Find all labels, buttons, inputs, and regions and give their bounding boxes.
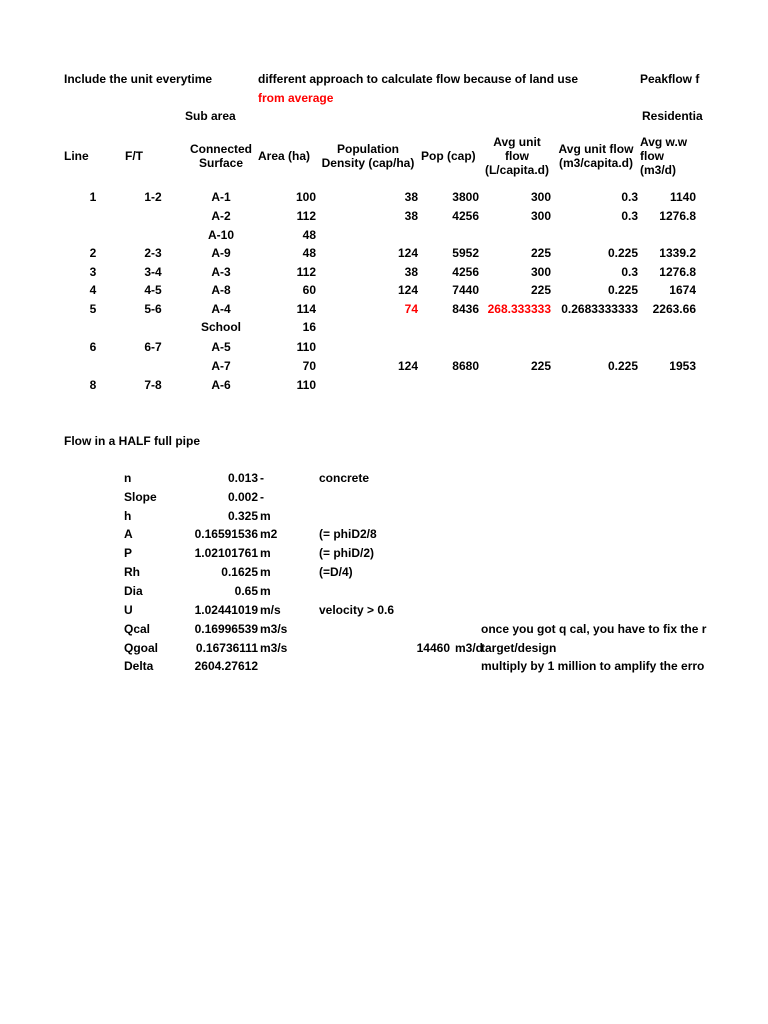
table-cell-area: 114	[296, 302, 316, 316]
approach-note: different approach to calculate flow because of land use	[258, 72, 579, 86]
pipe-value: 0.013	[227, 471, 258, 485]
sub-area-label: Sub area	[185, 109, 236, 123]
pipe-value: 0.16736111	[195, 641, 258, 655]
pipe-label: P	[124, 546, 133, 560]
table-cell-ww: 2263.66	[652, 302, 696, 316]
pipe-unit: -	[260, 490, 264, 504]
residential-label: Residentia	[642, 109, 703, 123]
table-cell-line: 4	[89, 283, 97, 297]
pipe-note: (= phiD/2)	[319, 546, 375, 560]
table-cell-unit: 225	[530, 359, 551, 373]
pipe-unit: m	[260, 584, 271, 598]
table-cell-line: 8	[89, 378, 97, 392]
pipe-unit: m	[260, 509, 271, 523]
table-cell-unit_m3: 0.2683333333	[561, 302, 638, 316]
pipe-value: 1.02441019	[194, 603, 258, 617]
pipe-unit: -	[260, 471, 264, 485]
header-avg-unit-flow: Avg unit flow (L/capita.d)	[484, 135, 549, 177]
from-average-note: from average	[258, 91, 334, 105]
pipe-label: Slope	[124, 490, 157, 504]
pipe-unit: m3/s	[260, 622, 288, 636]
pipe-label: A	[124, 527, 133, 541]
table-cell-ww: 1953	[669, 359, 696, 373]
table-cell-area: 100	[295, 190, 316, 204]
pipe-note: (= phiD2/8	[319, 527, 377, 541]
table-cell-unit_m3: 0.225	[607, 246, 638, 260]
pipe-label: Delta	[124, 659, 154, 673]
header-avg-ww-flow: Avg w.w flow (m3/d)	[640, 135, 688, 177]
pipe-unit: m2	[260, 527, 278, 541]
table-cell-surface: A-10	[207, 228, 234, 242]
table-cell-area: 112	[296, 209, 316, 223]
pipe-value: 0.002	[227, 490, 258, 504]
table-cell-unit: 268.333333	[487, 302, 551, 316]
table-cell-unit: 225	[530, 283, 551, 297]
table-cell-line: 5	[89, 302, 97, 316]
table-cell-pop: 4256	[452, 265, 479, 279]
pipe-unit: m/s	[260, 603, 281, 617]
header-ft: F/T	[125, 149, 143, 163]
table-cell-surface: A-7	[211, 359, 231, 373]
table-cell-ww: 1339.2	[659, 246, 696, 260]
table-cell-unit_m3: 0.225	[607, 359, 638, 373]
pipe-value: 0.16996539	[194, 622, 258, 636]
table-cell-density: 124	[397, 246, 418, 260]
delta-remark: multiply by 1 million to amplify the erro	[481, 659, 705, 673]
table-cell-ft: 6-7	[144, 340, 162, 354]
table-cell-line: 3	[89, 265, 97, 279]
table-cell-density: 74	[404, 302, 418, 316]
table-cell-ft: 7-8	[144, 378, 162, 392]
pipe-unit: m3/s	[260, 641, 288, 655]
table-cell-area: 48	[302, 246, 316, 260]
table-cell-area: 48	[302, 228, 316, 242]
table-cell-pop: 4256	[452, 209, 479, 223]
table-cell-surface: A-8	[211, 283, 231, 297]
table-cell-unit_m3: 0.3	[621, 209, 638, 223]
table-cell-ft: 4-5	[144, 283, 162, 297]
table-cell-pop: 3800	[452, 190, 479, 204]
table-cell-surface: A-3	[211, 265, 231, 279]
pipe-label: n	[124, 471, 132, 485]
header-pop: Pop (cap)	[421, 149, 476, 163]
table-cell-line: 1	[89, 190, 97, 204]
pipe-value: 0.1625	[221, 565, 258, 579]
table-cell-unit_m3: 0.3	[621, 190, 638, 204]
table-cell-line: 6	[89, 340, 97, 354]
table-cell-surface: A-9	[211, 246, 231, 260]
table-cell-ft: 5-6	[144, 302, 162, 316]
pipe-unit: m	[260, 546, 271, 560]
pipe-label: U	[124, 603, 133, 617]
unit-note: Include the unit everytime	[64, 72, 213, 86]
pipe-note: concrete	[319, 471, 370, 485]
qgoal-remark: target/design	[481, 641, 557, 655]
pipe-value: 0.65	[234, 584, 258, 598]
pipe-value: 0.16591536	[194, 527, 258, 541]
table-cell-line: 2	[89, 246, 97, 260]
pipe-label: Qcal	[124, 622, 151, 636]
header-line: Line	[64, 149, 89, 163]
table-cell-pop: 5952	[452, 246, 479, 260]
pipe-note: (=D/4)	[319, 565, 353, 579]
pipe-unit: m	[260, 565, 271, 579]
table-cell-ft: 1-2	[144, 190, 162, 204]
table-cell-ft: 2-3	[144, 246, 162, 260]
table-cell-area: 16	[302, 320, 316, 334]
pipe-label: Dia	[124, 584, 143, 598]
header-avg-unit-flow-m3: Avg unit flow (m3/capita.d)	[558, 142, 634, 170]
table-cell-area: 110	[296, 378, 316, 392]
table-cell-pop: 8436	[452, 302, 479, 316]
qgoal-alt-unit: m3/d	[455, 641, 484, 655]
table-cell-density: 38	[404, 209, 418, 223]
header-population-density: Population Density (cap/ha)	[321, 142, 415, 170]
header-area: Area (ha)	[258, 149, 311, 163]
table-cell-unit: 225	[530, 246, 551, 260]
table-cell-pop: 7440	[452, 283, 479, 297]
table-cell-unit: 300	[530, 209, 551, 223]
header-connected-surface: Connected Surface	[189, 142, 252, 170]
table-cell-area: 60	[302, 283, 316, 297]
table-cell-unit_m3: 0.3	[621, 265, 638, 279]
pipe-note: velocity > 0.6	[319, 603, 395, 617]
table-cell-unit_m3: 0.225	[607, 283, 638, 297]
table-cell-surface: A-5	[211, 340, 231, 354]
table-cell-density: 124	[397, 359, 418, 373]
table-cell-unit: 300	[530, 265, 551, 279]
table-cell-ww: 1674	[669, 283, 696, 297]
table-cell-surface: School	[200, 320, 241, 334]
table-cell-ww: 1276.8	[659, 265, 696, 279]
table-cell-pop: 8680	[452, 359, 479, 373]
pipe-label: Rh	[124, 565, 140, 579]
table-cell-ww: 1276.8	[659, 209, 696, 223]
qgoal-alt-value: 14460	[416, 641, 450, 655]
table-cell-unit: 300	[530, 190, 551, 204]
table-cell-area: 110	[296, 340, 316, 354]
pipe-value: 2604.27612	[194, 659, 258, 673]
table-cell-area: 112	[296, 265, 316, 279]
table-cell-density: 38	[404, 265, 418, 279]
pipe-value: 1.02101761	[194, 546, 258, 560]
pipe-label: Qgoal	[124, 641, 159, 655]
peakflow-label: Peakflow f	[640, 72, 700, 86]
table-cell-density: 38	[404, 190, 418, 204]
pipe-value: 0.325	[227, 509, 258, 523]
table-cell-surface: A-4	[211, 302, 231, 316]
qcal-remark: once you got q cal, you have to fix the r	[481, 622, 707, 636]
table-cell-ft: 3-4	[144, 265, 162, 279]
table-cell-ww: 1140	[669, 190, 696, 204]
pipe-section-title: Flow in a HALF full pipe	[64, 434, 200, 448]
table-cell-area: 70	[302, 359, 316, 373]
table-cell-surface: A-6	[211, 378, 231, 392]
table-cell-surface: A-1	[211, 190, 231, 204]
pipe-label: h	[124, 509, 132, 523]
table-cell-density: 124	[397, 283, 418, 297]
table-cell-surface: A-2	[211, 209, 231, 223]
